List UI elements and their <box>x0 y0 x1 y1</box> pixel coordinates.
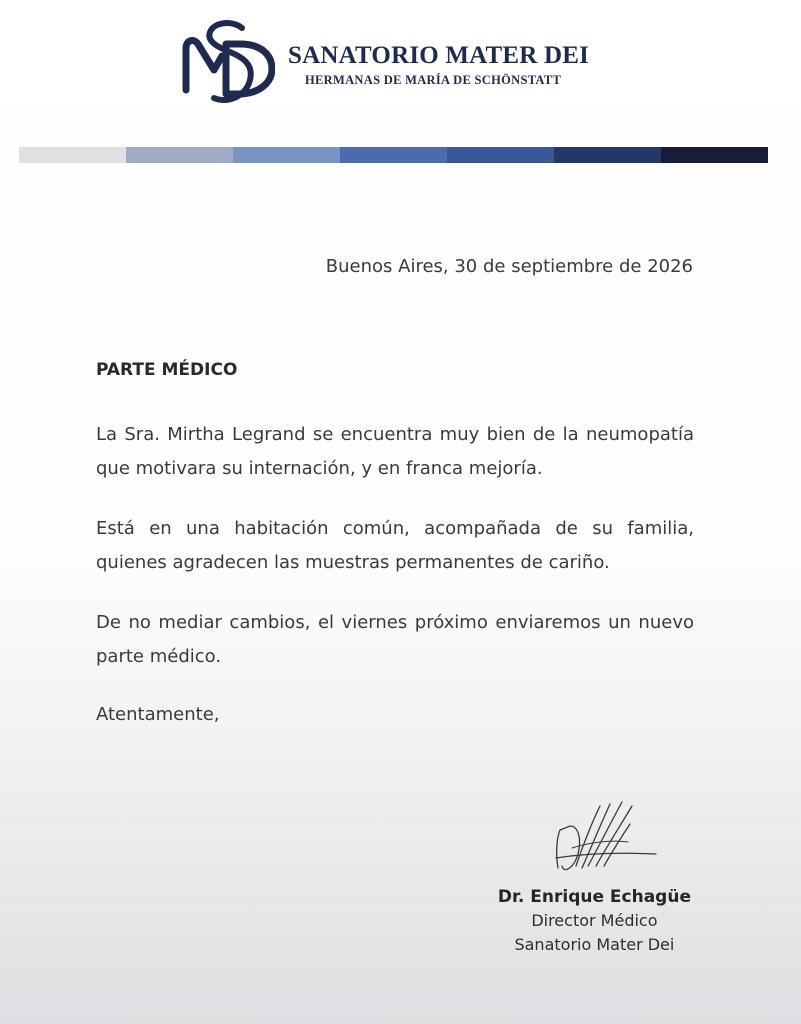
color-bar-segment <box>19 147 126 163</box>
md-monogram-logo <box>180 18 275 110</box>
color-bar-segment <box>661 147 768 163</box>
color-bar-segment <box>447 147 554 163</box>
date-line: Buenos Aires, 30 de septiembre de 2026 <box>325 256 693 277</box>
signer-name: Dr. Enrique Echagüe <box>497 887 691 907</box>
org-name: SANATORIO MATER DEI <box>288 42 590 69</box>
color-bar-segment <box>554 147 661 163</box>
color-bar-segment <box>126 147 233 163</box>
letterhead <box>0 14 801 114</box>
document-title: PARTE MÉDICO <box>96 360 238 380</box>
paragraph: La Sra. Mirtha Legrand se encuentra muy bien de la neumopatía que motivara su internación, y en franca mejoría. <box>96 424 694 479</box>
paragraph: Está en una habitación común, acompañada de su familia, quienes agradecen las muestras permanentes de cariño. <box>96 518 694 573</box>
color-bar-segment <box>340 147 447 163</box>
color-bar-segment <box>233 147 340 163</box>
handwritten-signature <box>552 796 664 884</box>
org-subtitle: HERMANAS DE MARÍA DE SCHÖNSTATT <box>305 73 562 87</box>
signer-organization: Sanatorio Mater Dei <box>514 935 675 954</box>
signature-block <box>498 885 691 957</box>
closing: Atentamente, <box>96 704 220 725</box>
paragraph: De no mediar cambios, el viernes próximo enviaremos un nuevo parte médico. <box>96 612 694 667</box>
signer-role: Director Médico <box>531 911 658 930</box>
decorative-color-bar <box>19 147 768 163</box>
